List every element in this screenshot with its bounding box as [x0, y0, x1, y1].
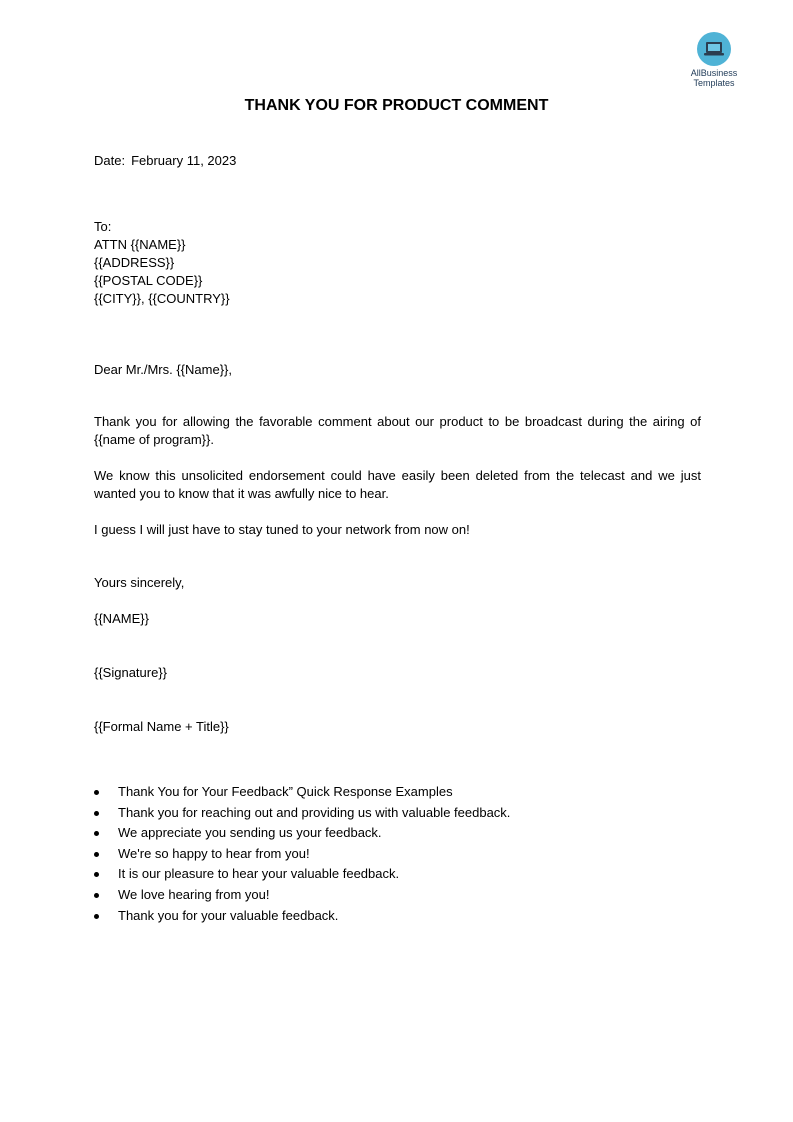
bullet-icon	[94, 831, 99, 836]
closing: Yours sincerely,	[94, 575, 185, 590]
list-item	[94, 886, 714, 907]
paragraph-text: Thank you for allowing the favorable comment about our product to be broadcast during the airing of {{name of program}}.	[94, 414, 701, 447]
recipient-block	[94, 218, 701, 308]
allbusiness-templates-logo	[684, 32, 744, 88]
list-item-text: Thank You for Your Feedback” Quick Response Examples	[118, 784, 453, 799]
recipient-attn: ATTN {{NAME}}	[94, 237, 186, 252]
date-value: February 11, 2023	[131, 153, 237, 168]
bullet-icon	[94, 790, 99, 795]
body-paragraph-1	[94, 413, 701, 449]
signoff-signature: {{Signature}}	[94, 665, 168, 680]
laptop-icon	[697, 32, 731, 66]
recipient-to: To:	[94, 219, 112, 234]
logo-text-line2: Templates	[693, 78, 735, 88]
list-item	[94, 907, 714, 928]
paragraph-text: I guess I will just have to stay tuned to your network from now on!	[94, 522, 470, 537]
logo-text-line1: AllBusiness	[690, 68, 738, 78]
paragraph-text: We know this unsolicited endorsement could have easily been deleted from the telecast and we just wanted you to know that it was awfully nice to hear.	[94, 468, 701, 501]
signoff-name: {{NAME}}	[94, 611, 149, 626]
bullet-icon	[94, 893, 99, 898]
salutation: Dear Mr./Mrs. {{Name}},	[94, 362, 232, 377]
feedback-examples-list	[94, 783, 714, 927]
date-line	[94, 152, 701, 170]
bullet-icon	[94, 852, 99, 857]
body-paragraph-3	[94, 521, 701, 539]
list-item	[94, 804, 714, 825]
body-paragraph-2	[94, 467, 701, 503]
list-item	[94, 865, 714, 886]
list-item-text: We appreciate you sending us your feedback.	[118, 825, 382, 841]
list-item-text: Thank you for reaching out and providing us with valuable feedback.	[118, 804, 511, 820]
list-item	[94, 783, 714, 804]
signoff-formal-name: {{Formal Name + Title}}	[94, 719, 229, 734]
bullet-icon	[94, 914, 99, 919]
recipient-city-country: {{CITY}}, {{COUNTRY}}	[94, 291, 230, 306]
list-item-text: We love hearing from you!	[118, 886, 270, 902]
document-title: THANK YOU FOR PRODUCT COMMENT	[244, 97, 549, 114]
list-item-text: We're so happy to hear from you!	[118, 845, 310, 861]
bullet-icon	[94, 811, 99, 816]
list-item	[94, 824, 714, 845]
list-item	[94, 845, 714, 866]
recipient-address: {{ADDRESS}}	[94, 255, 175, 270]
date-label: Date:	[94, 153, 126, 168]
list-item-text: Thank you for your valuable feedback.	[118, 907, 339, 923]
recipient-postal-code: {{POSTAL CODE}}	[94, 273, 203, 288]
list-item-text: It is our pleasure to hear your valuable feedback.	[118, 866, 400, 882]
bullet-icon	[94, 872, 99, 877]
